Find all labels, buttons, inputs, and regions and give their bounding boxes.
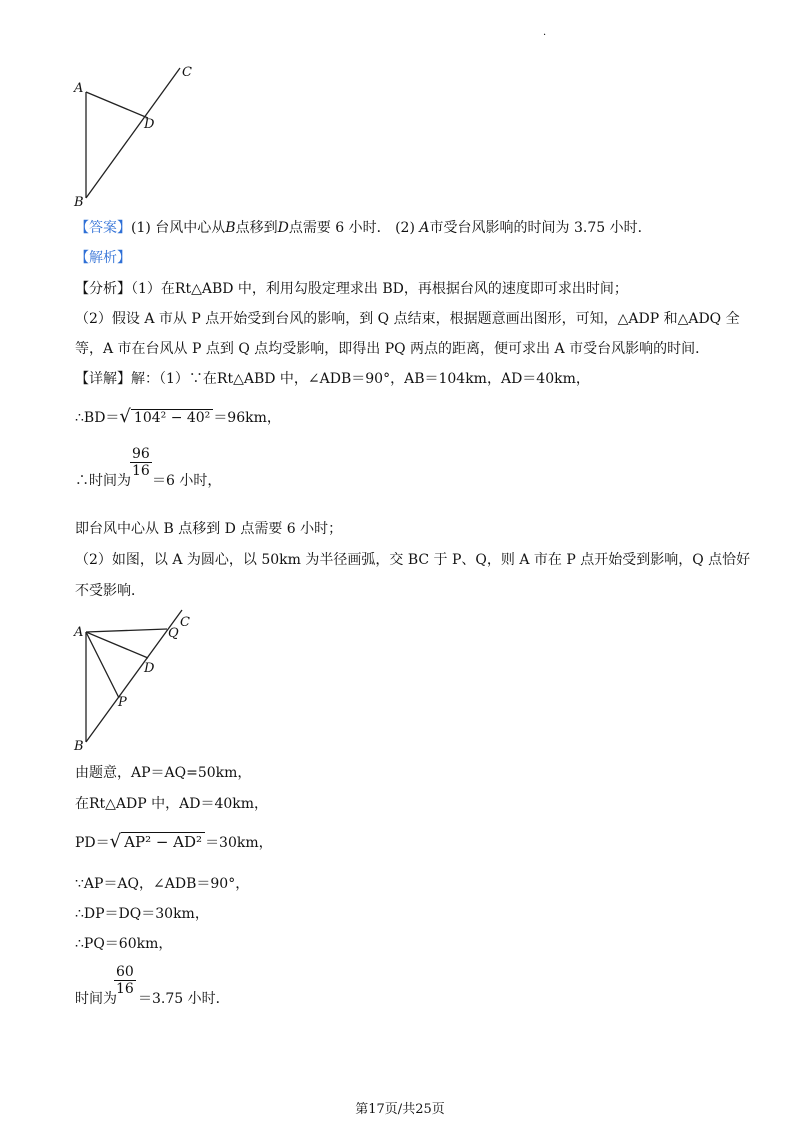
answer-p1-text-c: 点需要 6 小时． (288, 220, 391, 236)
answer-tag: 【答案】 (75, 220, 131, 236)
bd-prefix: ∴BD＝ (75, 410, 120, 426)
time-suffix: ＝6 小时， (152, 473, 222, 489)
answer-p1-d: D (277, 220, 289, 236)
t-prefix: 时间为 (75, 991, 117, 1007)
fig2-label-b: B (74, 739, 84, 754)
detail-text-1: 解：（1）∵在Rt△ABD 中，∠ADB＝90°，AB＝104km，AD＝40km， (131, 371, 590, 387)
fraction-denominator-2: 16 (116, 981, 134, 997)
detail-line-1 (75, 370, 590, 388)
answer-p2-text: 市受台风影响的时间为 3.75 小时． (429, 220, 652, 236)
answer-p2-num: (2) (395, 220, 415, 236)
step-4: ∵AP＝AQ，∠ADB＝90°， (75, 876, 250, 892)
answer-p1-text-b: 点移到 (235, 220, 278, 236)
fig2-label-d: D (144, 661, 155, 676)
analysis-tag: 【解析】 (75, 250, 131, 266)
answer-p1-b: B (225, 220, 236, 236)
fenxi-tag: 【分析】 (75, 281, 131, 297)
fig2-label-p: P (118, 695, 127, 710)
step-1: 由题意，AP＝AQ=50km， (75, 765, 252, 781)
pd-equation (75, 833, 273, 852)
fraction-60-16 (114, 964, 136, 997)
fenxi-line-3: 等，A 市在台风从 P 点到 Q 点均受影响，即得出 PQ 两点的距离，便可求出 A 市受台风影响的时间． (75, 341, 710, 357)
time-prefix: ∴时间为 (75, 473, 131, 489)
pd-radicand: AP² − AD² (121, 832, 205, 851)
fig2-label-c: C (180, 615, 190, 630)
page-footer: 第17页/共25页 (355, 1102, 445, 1117)
t-suffix: ＝3.75 小时． (138, 991, 230, 1007)
pd-suffix: ＝30km， (205, 835, 273, 851)
bd-suffix: ＝96km， (213, 410, 281, 426)
top-mark: · (543, 30, 547, 41)
fraction-96-16 (130, 446, 152, 479)
step-2: 在Rt△ADP 中，AD＝40km， (75, 796, 269, 812)
detail-tag: 【详解】 (75, 371, 131, 387)
answer-p2-a: A (419, 220, 430, 236)
figure-triangle-abd (70, 62, 200, 210)
pd-prefix: PD＝ (75, 835, 110, 851)
fig2-label-q: Q (168, 626, 179, 641)
fraction-numerator-2: 60 (116, 964, 134, 980)
fraction-numerator: 96 (132, 446, 150, 462)
answer-line (75, 219, 652, 237)
bd-equation (75, 408, 281, 427)
part2-line-2: 不受影响． (75, 583, 145, 599)
step-6: ∴PQ＝60km， (75, 936, 173, 952)
fraction-denominator: 16 (132, 463, 150, 479)
fig1-label-a: A (74, 81, 84, 96)
fig1-label-d: D (144, 117, 155, 132)
fenxi-line-2: （2）假设 A 市从 P 点开始受到台风的影响，到 Q 点结束，根据题意画出图形，可知，△ADP 和△ADQ 全 (75, 311, 740, 327)
answer-p1-text-a: 台风中心从 (155, 220, 226, 236)
conclusion-1: 即台风中心从 B 点移到 D 点需要 6 小时； (75, 521, 343, 537)
fenxi-line-1 (75, 280, 628, 298)
sqrt-sign-2: √ (109, 831, 122, 852)
fig1-label-b: B (74, 195, 84, 210)
fig1-label-c: C (182, 65, 192, 80)
sqrt-sign-1: √ (119, 406, 131, 427)
fenxi-text-1: （1）在Rt△ABD 中，利用勾股定理求出 BD，再根据台风的速度即可求出时间； (131, 281, 628, 297)
bd-radicand: 104² − 40² (131, 409, 213, 426)
fig2-label-a: A (74, 625, 84, 640)
step-5: ∴DP＝DQ＝30km， (75, 906, 209, 922)
answer-p1-num: (1) (131, 220, 151, 236)
part2-line-1: （2）如图，以 A 为圆心，以 50km 为半径画弧，交 BC 于 P、Q，则 A 市在 P 点开始受到影响，Q 点恰好 (75, 552, 751, 568)
figure-triangle-apq (70, 606, 200, 756)
